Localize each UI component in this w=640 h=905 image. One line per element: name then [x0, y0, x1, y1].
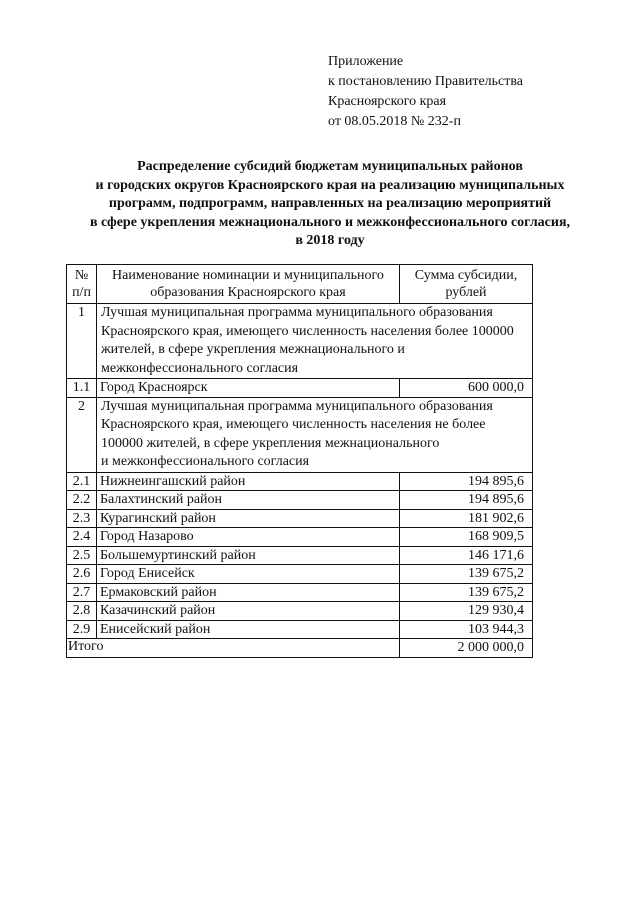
- nomination-row: [67, 304, 533, 379]
- row-num: 2.4: [67, 528, 97, 547]
- nomination-row: [67, 397, 533, 472]
- document-title: [40, 158, 620, 251]
- row-name: Казачинский район: [97, 602, 400, 621]
- table-row: [67, 491, 533, 510]
- table-row: [67, 565, 533, 584]
- row-sum: 103 944,3: [400, 620, 533, 639]
- row-name: Енисейский район: [97, 620, 400, 639]
- nomination-num: 2: [67, 397, 97, 472]
- row-sum: 146 171,6: [400, 546, 533, 565]
- row-sum: 139 675,2: [400, 583, 533, 602]
- table-header-row: [67, 265, 533, 304]
- row-sum: 129 930,4: [400, 602, 533, 621]
- nomination-text: Лучшая муниципальная программа муниципального образования Красноярского края, имеющего численность населения более 100000 жителей, в сфере укрепления межнационального и межконфессионального согласия: [97, 304, 533, 379]
- row-sum: 139 675,2: [400, 565, 533, 584]
- table-row: [67, 472, 533, 491]
- row-num: 2.3: [67, 509, 97, 528]
- row-name: Курагинский район: [97, 509, 400, 528]
- total-label: Итого: [67, 639, 400, 658]
- row-name: Балахтинский район: [97, 491, 400, 510]
- row-num: 2.6: [67, 565, 97, 584]
- total-row: [67, 639, 533, 658]
- table-row: [67, 528, 533, 547]
- row-sum: 194 895,6: [400, 472, 533, 491]
- table-row: [67, 379, 533, 398]
- row-name: Нижнеингашский район: [97, 472, 400, 491]
- total-sum: 2 000 000,0: [400, 639, 533, 658]
- nomination-num: 1: [67, 304, 97, 379]
- appendix-block: [328, 52, 523, 132]
- row-name: Ермаковский район: [97, 583, 400, 602]
- row-num: 2.5: [67, 546, 97, 565]
- subsidy-table: [66, 264, 533, 658]
- appendix-line: Приложение: [328, 54, 404, 69]
- row-name: Город Назарово: [97, 528, 400, 547]
- table-row: [67, 602, 533, 621]
- row-num: 2.7: [67, 583, 97, 602]
- appendix-line: Красноярского края: [328, 94, 447, 109]
- row-num: 2.1: [67, 472, 97, 491]
- row-num: 2.8: [67, 602, 97, 621]
- table-row: [67, 546, 533, 565]
- row-num: 1.1: [67, 379, 97, 398]
- row-num: 2.2: [67, 491, 97, 510]
- header-sum: Сумма субсидии, рублей: [400, 265, 533, 304]
- appendix-line: от 08.05.2018 № 232-п: [328, 114, 461, 129]
- nomination-text: Лучшая муниципальная программа муниципального образования Красноярского края, имеющего численность населения не более 100000 жителей, в сфере укрепления межнационального и межконфессионального согласия: [97, 397, 533, 472]
- title-line: в 2018 году: [295, 233, 365, 248]
- row-name: Город Енисейск: [97, 565, 400, 584]
- title-line: программ, подпрограмм, направленных на реализацию мероприятий: [108, 196, 552, 211]
- title-line: в сфере укрепления межнационального и межконфессионального согласия,: [89, 214, 571, 230]
- row-num: 2.9: [67, 620, 97, 639]
- row-name: Большемуртинский район: [97, 546, 400, 565]
- title-line: и городских округов Красноярского края на реализацию муниципальных: [95, 177, 565, 193]
- row-sum: 181 902,6: [400, 509, 533, 528]
- appendix-line: к постановлению Правительства: [328, 74, 524, 89]
- title-line: Распределение субсидий бюджетам муниципальных районов: [137, 159, 523, 174]
- row-name: Город Красноярск: [97, 379, 400, 398]
- table-row: [67, 620, 533, 639]
- header-name: Наименование номинации и муниципального образования Красноярского края: [97, 265, 400, 304]
- row-sum: 194 895,6: [400, 491, 533, 510]
- table-row: [67, 583, 533, 602]
- row-sum: 168 909,5: [400, 528, 533, 547]
- header-num: № п/п: [67, 265, 97, 304]
- row-sum: 600 000,0: [400, 379, 533, 398]
- table-row: [67, 509, 533, 528]
